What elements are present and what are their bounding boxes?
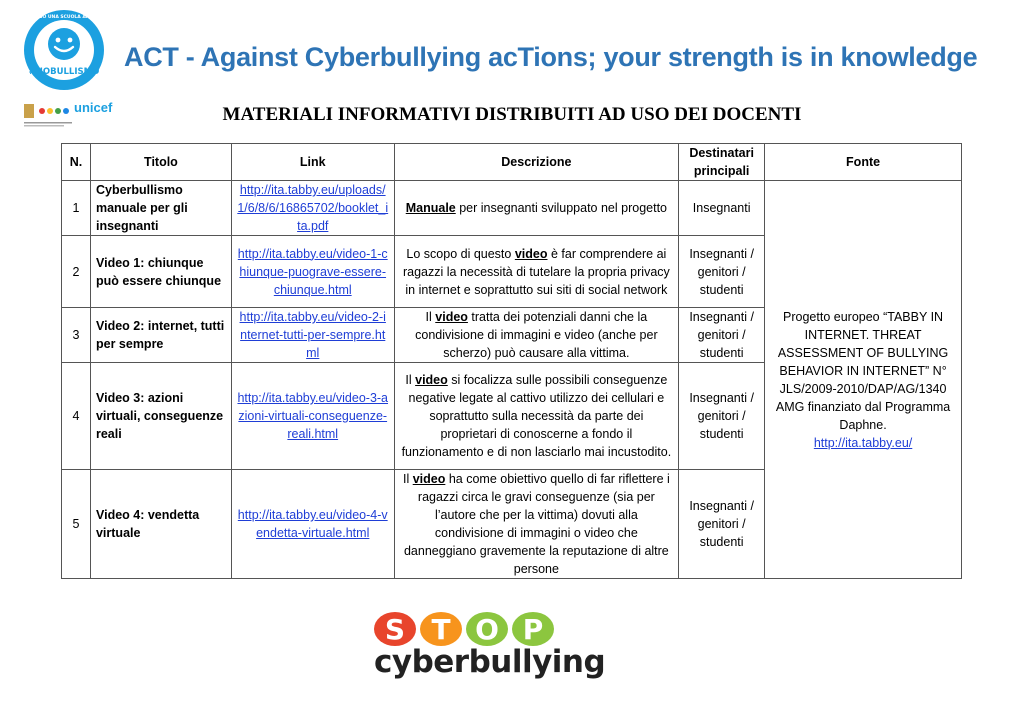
stop-letter-s: S	[374, 612, 416, 646]
header-descrizione: Descrizione	[394, 144, 679, 181]
row-link[interactable]: http://ita.tabby.eu/video-2-internet-tutti-per-sempre.html	[231, 308, 394, 363]
fonte-cell	[765, 181, 962, 579]
row-description	[394, 181, 679, 236]
fonte-link[interactable]: http://ita.tabby.eu/	[813, 435, 913, 450]
desc-text: tratta dei potenziali danni che la condivisione di immagini e video (anche per scherzo) può causare alla vittima.	[415, 310, 658, 360]
row-description	[394, 470, 679, 579]
desc-text: per insegnanti sviluppato nel progetto	[455, 201, 668, 215]
stop-letter-t: T	[420, 612, 462, 646]
desc-emphasis: video	[514, 246, 548, 261]
desc-pre: Il	[425, 310, 436, 324]
row-title: Video 2: internet, tutti per sempre	[90, 308, 231, 363]
nobullismo-logo	[22, 8, 106, 92]
materials-table	[61, 143, 962, 579]
stop-letter-p: P	[512, 612, 554, 646]
row-description	[394, 363, 679, 470]
logo-arc-text: VERSO UNA SCUOLA AMICA	[29, 15, 99, 20]
desc-emphasis: video	[435, 310, 468, 324]
document-subtitle: MATERIALI INFORMATIVI DISTRIBUITI AD USO DEI DOCENTI	[222, 104, 802, 125]
row-num: 5	[62, 470, 91, 579]
page-title: ACT - Against Cyberbullying acTions; your strength is in knowledge	[124, 42, 978, 72]
row-title: Cyberbullismo manuale per gli insegnanti	[90, 181, 231, 236]
row-num: 3	[62, 308, 91, 363]
desc-text: è far comprendere ai ragazzi la necessità di tutelare la propria privacy in internet e soprattutto sui siti di social network	[402, 246, 670, 297]
desc-pre: Lo scopo di questo	[406, 246, 515, 261]
desc-text: ha come obiettivo quello di far riflettere i ragazzi circa le gravi conseguenze (sia per l’autore che per la vittima) dovuti alla condivisione di immagini o video che danneggiano gravemente la reputazione di altre persone	[403, 472, 670, 576]
header-link: Link	[231, 144, 394, 181]
row-description	[394, 236, 679, 308]
row-description	[394, 308, 679, 363]
row-destinatari: Insegnanti / genitori / studenti	[679, 308, 765, 363]
desc-pre: Il	[405, 373, 416, 387]
desc-pre: Il	[402, 472, 413, 486]
row-title: Video 1: chiunque può essere chiunque	[90, 236, 231, 308]
row-destinatari: Insegnanti	[679, 181, 765, 236]
row-link[interactable]: http://ita.tabby.eu/video-3-azioni-virtuali-conseguenze-reali.html	[231, 363, 394, 470]
row-destinatari: Insegnanti / genitori / studenti	[679, 236, 765, 308]
desc-emphasis: Manuale	[405, 201, 456, 215]
stop-letter-o: O	[466, 612, 508, 646]
cyberbullying-word: cyberbullying	[374, 644, 606, 680]
row-num: 2	[62, 236, 91, 308]
table-row	[62, 181, 962, 236]
header-destinatari: Destinatari principali	[679, 144, 765, 181]
row-num: 1	[62, 181, 91, 236]
row-link[interactable]: http://ita.tabby.eu/video-4-vendetta-virtuale.html	[231, 470, 394, 579]
row-link[interactable]: http://ita.tabby.eu/uploads/1/6/8/6/16865702/booklet_ita.pdf	[231, 181, 394, 236]
row-title: Video 4: vendetta virtuale	[90, 470, 231, 579]
row-link[interactable]: http://ita.tabby.eu/video-1-chiunque-puograve-essere-chiunque.html	[231, 236, 394, 308]
row-title: Video 3: azioni virtuali, conseguenze reali	[90, 363, 231, 470]
header-num: N.	[62, 144, 91, 181]
desc-emphasis: video	[412, 472, 446, 486]
unicef-logo: unicef	[74, 100, 113, 115]
row-destinatari: Insegnanti / genitori / studenti	[679, 363, 765, 470]
desc-text: si focalizza sulle possibili conseguenze negative legate al cattivo utilizzo dei cellulari e soprattutto sulla necessità da parte dei proprietari di conoscerne a fondo il funzionamento e di non lasciarlo mai incustodito.	[401, 373, 672, 459]
row-num: 4	[62, 363, 91, 470]
row-destinatari: Insegnanti / genitori / studenti	[679, 470, 765, 579]
fonte-text: Progetto europeo “TABBY IN INTERNET. THREAT ASSESSMENT OF BULLYING BEHAVIOR IN INTERNET” N° JLS/2009-2010/DAP/AG/1340 AMG finanziato dal Programma Daphne.	[775, 309, 951, 432]
header-titolo: Titolo	[90, 144, 231, 181]
logo-text: #NOBULLISMO	[28, 67, 100, 77]
stop-cyberbullying-logo	[374, 612, 636, 684]
header-fonte: Fonte	[765, 144, 962, 181]
desc-emphasis: video	[415, 373, 448, 387]
table-header-row	[62, 144, 962, 181]
